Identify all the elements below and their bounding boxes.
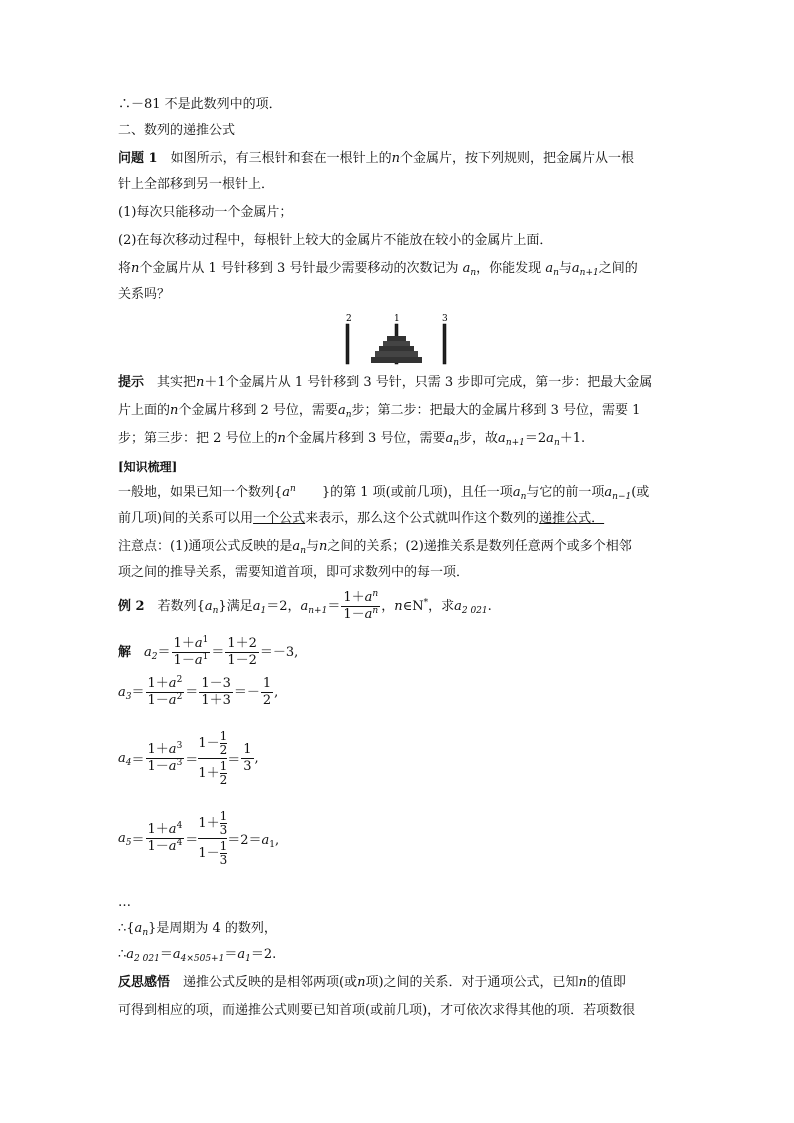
example-2: 例 2 若数列$\{a_n\}$满足$a_1=2$，$a_{n+1}=$ $\frac{1+a^n}{1-a^n}$ ，n∈N*，求$a_{2 021}$. — [118, 589, 492, 622]
knowledge-line-1: 一般地，如果已知一个数列{$a^n$ }的第 1 项(或前几项)，且任一项$a_n$与它的前一项$a_{n-1}$(或 — [118, 484, 650, 502]
conclusion-line: ∴－81 不是此数列中的项． — [118, 97, 282, 112]
disk-3 — [379, 346, 414, 351]
problem-1-line-1: 问题 1 如图所示，有三根针和套在一根针上的n个金属片，按下列规则，把金属片从一根 — [118, 151, 634, 166]
problem-1-question-end: 关系吗？ — [118, 287, 171, 302]
rule-1: (1)每次只能移动一个金属片； — [118, 205, 293, 220]
conclusion-value: $\therefore a_{2 021}=a_{4\times 505+1}=a_1=2$. — [118, 947, 277, 964]
peg-label-2: 2 — [346, 314, 352, 324]
conclusion-period: $\therefore\{a_n\}$是周期为 4 的数列， — [118, 921, 277, 938]
rule-2: (2)在每次移动过程中，每根针上较大的金属片不能放在较小的金属片上面． — [118, 233, 553, 248]
hint-line-1: 提示 其实把n＋1个金属片从 1 号针移到 3 号针，只需 3 步即可完成，第一步：把最大金属 — [118, 375, 653, 390]
solution-a4: $a_4=$ $\frac{1+a^3}{1-a^3}$ ＝ 1－ $\frac{1}{2}$ 1＋ $\frac{1}{2}$ ＝ $\frac{1}{3}$ , — [118, 729, 259, 787]
problem-1-question: 将n个金属片从 1 号针移到 3 号针最少需要移动的次数记为 $a_n$，你能发现 $a_n$与$a_{n+1}$之间的 — [118, 261, 638, 278]
disk-4 — [375, 351, 418, 357]
reflection-line-2: 可得到相应的项，而递推公式则要已知首项(或前几项)，才可依次求得其他的项．若项数很 — [118, 1003, 636, 1018]
problem-1-line-2: 针上全部移到另一根针上． — [118, 177, 275, 192]
solution-a3: $a_3=$ $\frac{1+a^2}{1-a^2}$ ＝ $\frac{1-3}{1+3}$ ＝－ $\frac{1}{2}$ , — [118, 675, 279, 708]
reflection-line-1: 反思感悟 递推公式反映的是相邻两项(或n项)之间的关系．对于通项公式，已知n的值即 — [118, 975, 626, 990]
disk-1 — [387, 336, 406, 341]
hint-line-2: 片上面的n个金属片移到 2 号位，需要$a_n$步；第二步：把最大的金属片移到 3 号位，需要 1 — [118, 403, 641, 420]
note-line-2: 项之间的推导关系，需要知道首项，即可求数列中的每一项． — [118, 565, 470, 580]
ellipsis: … — [118, 895, 131, 910]
knowledge-line-2: 前几项)间的关系可以用一个公式来表示，那么这个公式就叫作这个数列的递推公式． — [118, 511, 605, 526]
solution-a5: $a_5=$ $\frac{1+a^4}{1-a^4}$ ＝ 1＋ $\frac{1}{3}$ 1－ $\frac{1}{3}$ $=2=a_1$, — [118, 809, 280, 867]
peg-label-1: 1 — [394, 314, 400, 324]
peg-3 — [443, 324, 446, 364]
solution-a2: 解 $a_2=$ $\frac{1+a^1}{1-a^1}$ ＝ $\frac{1+2}{1-2}$ ＝－3, — [118, 635, 299, 668]
note-line-1: 注意点：(1)通项公式反映的是$a_n$与n之间的关系；(2)递推关系是数列任意两个或多个相邻 — [118, 539, 632, 556]
disk-5 — [371, 357, 422, 363]
tower-of-hanoi-figure — [338, 312, 458, 368]
peg-2 — [346, 324, 349, 364]
hint-line-3: 步；第三步：把 2 号位上的n个金属片移到 3 号位，需要$a_n$步，故$a_{n+1}=2a_n+1$. — [118, 431, 586, 448]
peg-label-3: 3 — [442, 314, 448, 324]
disk-2 — [383, 341, 410, 346]
knowledge-label: [知识梳理] — [118, 460, 178, 474]
section-heading: 二、数列的递推公式 — [118, 123, 236, 138]
